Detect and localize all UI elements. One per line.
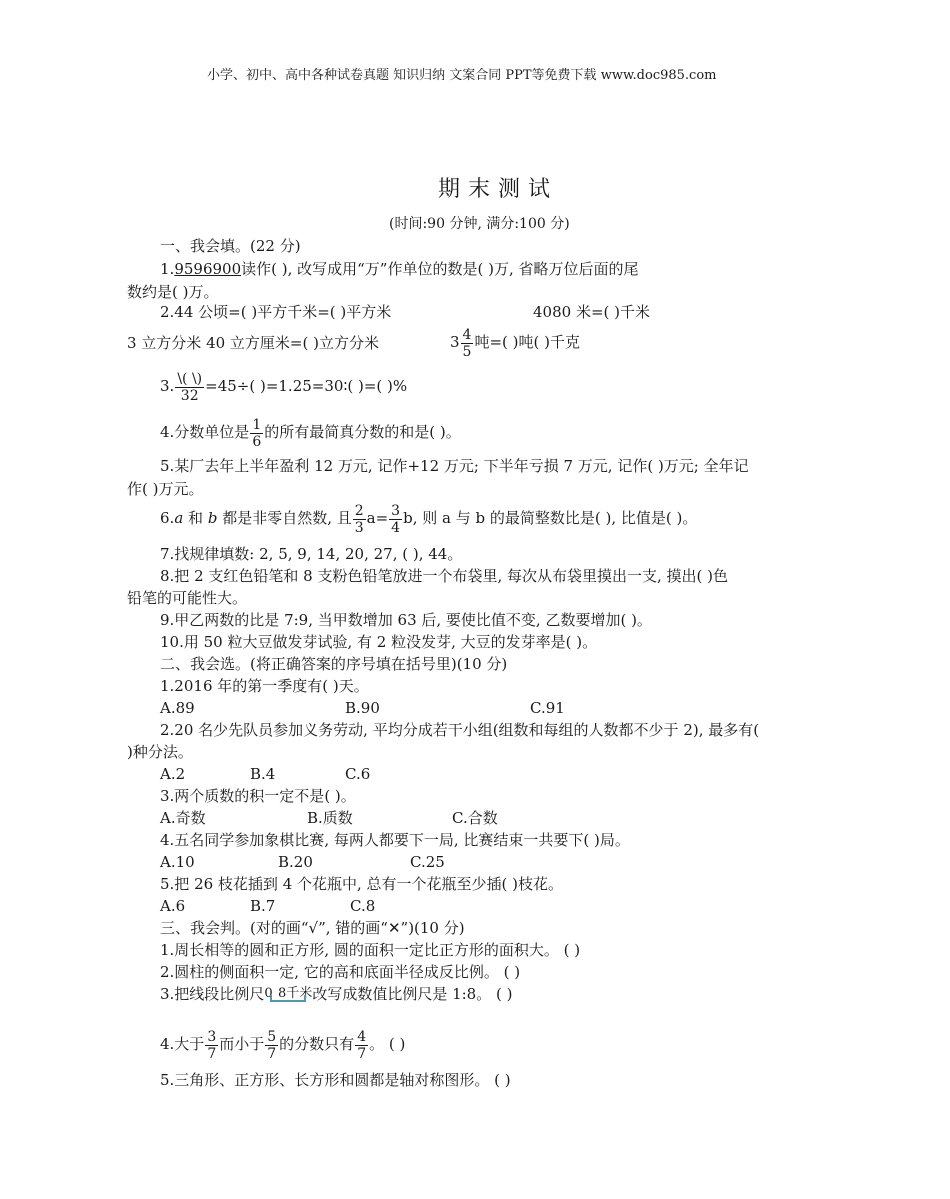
q2-5-option-b: B.7 bbox=[250, 897, 276, 915]
q-text: 4.大于 bbox=[160, 1035, 205, 1053]
fraction-denominator: 7 bbox=[267, 1045, 277, 1062]
scale-bar-icon bbox=[264, 984, 312, 1006]
q1-7: 7.找规律填数: 2, 5, 9, 14, 20, 27, ( ), 44。 bbox=[160, 545, 463, 563]
q-text: 都是非零自然数, 且 bbox=[217, 509, 352, 527]
var-b: b bbox=[207, 509, 218, 527]
q1-1-line-a bbox=[160, 259, 638, 279]
fraction-denominator: 3 bbox=[354, 519, 364, 536]
q3-1: 1.周长相等的圆和正方形, 圆的面积一定比正方形的面积大。 ( ) bbox=[160, 941, 581, 959]
page-title: 期末测试 bbox=[438, 177, 559, 202]
q1-2-line-a-right: 4080 米=( )千米 bbox=[533, 303, 650, 321]
q2-5: 5.把 26 枝花插到 4 个花瓶中, 总有一个花瓶至少插( )枝花。 bbox=[160, 875, 564, 893]
q1-2-line-b-left: 3 立方分米 40 立方厘米=( )立方分米 bbox=[127, 334, 379, 352]
fraction-numerator: 1 bbox=[252, 416, 262, 433]
q1-5-line-a: 5.某厂去年上半年盈利 12 万元, 记作+12 万元; 下半年亏损 7 万元, 记作( )万元; 全年记 bbox=[160, 457, 749, 475]
q2-3-option-a: A.奇数 bbox=[160, 809, 206, 827]
var-a: a bbox=[174, 509, 184, 527]
underlined-number: 9596900 bbox=[174, 260, 242, 278]
q-number: 1. bbox=[160, 260, 175, 278]
q2-1: 1.2016 年的第一季度有( )天。 bbox=[160, 677, 369, 695]
q2-2-option-a: A.2 bbox=[160, 765, 186, 783]
fraction bbox=[175, 371, 204, 404]
fraction bbox=[265, 1029, 278, 1062]
q1-2-line-b-right bbox=[450, 320, 580, 364]
q2-2-option-c: C.6 bbox=[345, 765, 371, 783]
q1-9: 9.甲乙两数的比是 7:9, 当甲数增加 63 后, 要使比值不变, 乙数要增加( )。 bbox=[160, 611, 652, 629]
q-text: 的所有最简真分数的和是( )。 bbox=[264, 423, 461, 441]
q-text: 改写成数值比例尺是 1:8。 ( ) bbox=[312, 985, 513, 1003]
q2-2-option-b: B.4 bbox=[250, 765, 276, 783]
q-text: 吨=( )吨( )千克 bbox=[474, 333, 580, 351]
q-text: 的分数只有 bbox=[279, 1035, 355, 1053]
q-text: 。 ( ) bbox=[369, 1035, 406, 1053]
section-2-heading: 二、我会选。(将正确答案的序号填在括号里)(10 分) bbox=[160, 655, 508, 673]
mixed-whole: 3 bbox=[450, 333, 460, 351]
q-text: a= bbox=[366, 509, 389, 527]
q2-4-option-a: A.10 bbox=[160, 853, 195, 871]
q2-5-option-a: A.6 bbox=[160, 897, 186, 915]
q-text: 和 bbox=[183, 509, 208, 527]
fraction-numerator: \( \) bbox=[177, 370, 203, 387]
q2-1-option-c: C.91 bbox=[530, 699, 565, 717]
q1-8-line-a: 8.把 2 支红色铅笔和 8 支粉色铅笔放进一个布袋里, 每次从布袋里摸出一支, 摸出( )色 bbox=[160, 567, 729, 585]
scale-zero-label: 0 bbox=[264, 986, 273, 1001]
q1-3 bbox=[160, 365, 407, 407]
q2-1-option-b: B.90 bbox=[345, 699, 380, 717]
q-text: =45÷( )=1.25=30∶( )=( )% bbox=[205, 377, 408, 395]
fraction-numerator: 5 bbox=[267, 1028, 277, 1045]
q1-1-line-b: 数约是( )万。 bbox=[127, 283, 219, 301]
site-header: 小学、初中、高中各种试卷真题 知识归纳 文案合同 PPT等免费下载 www.doc985.com bbox=[207, 68, 717, 83]
q-text: 而小于 bbox=[219, 1035, 265, 1053]
q3-2: 2.圆柱的侧面积一定, 它的高和底面半径成反比例。 ( ) bbox=[160, 963, 521, 981]
q2-1-option-a: A.89 bbox=[160, 699, 195, 717]
fraction-denominator: 32 bbox=[180, 387, 199, 404]
scale-distance-label: 8千米 bbox=[278, 986, 313, 1001]
fraction bbox=[389, 503, 402, 536]
q-text: b, 则 a 与 b 的最简整数比是( ), 比值是( )。 bbox=[403, 509, 698, 527]
q2-4-option-c: C.25 bbox=[410, 853, 445, 871]
fraction-numerator: 3 bbox=[207, 1028, 217, 1045]
q2-3-option-c: C.合数 bbox=[452, 809, 498, 827]
q3-3 bbox=[160, 982, 512, 1006]
fraction-numerator: 3 bbox=[391, 502, 401, 519]
fraction bbox=[461, 327, 474, 360]
q2-2-line-b: )种分法。 bbox=[127, 743, 193, 761]
q-text: 读作( ), 改写成用“万”作单位的数是( )万, 省略万位后面的尾 bbox=[241, 260, 639, 278]
page-subtitle: (时间:90 分钟, 满分:100 分) bbox=[389, 216, 570, 232]
fraction-numerator: 4 bbox=[357, 1028, 367, 1045]
fraction-numerator: 2 bbox=[354, 502, 364, 519]
section-3-heading: 三、我会判。(对的画“√”, 错的画“✕”)(10 分) bbox=[160, 919, 465, 937]
q1-5-line-b: 作( )万元。 bbox=[127, 480, 204, 498]
q-number: 3. bbox=[160, 377, 175, 395]
fraction-denominator: 5 bbox=[462, 343, 472, 360]
q2-4-option-b: B.20 bbox=[278, 853, 313, 871]
fraction-denominator: 7 bbox=[207, 1045, 217, 1062]
q-text: 3.把线段比例尺 bbox=[160, 985, 265, 1003]
q2-3: 3.两个质数的积一定不是( )。 bbox=[160, 787, 356, 805]
q1-10: 10.用 50 粒大豆做发芽试验, 有 2 粒没发芽, 大豆的发芽率是( )。 bbox=[160, 633, 598, 651]
q-number: 6. bbox=[160, 509, 175, 527]
q2-3-option-b: B.质数 bbox=[307, 809, 353, 827]
section-1-heading: 一、我会填。(22 分) bbox=[160, 237, 301, 255]
fraction-numerator: 4 bbox=[462, 326, 472, 343]
q1-2-line-a-left: 2.44 公顷=( )平方千米=( )平方米 bbox=[160, 303, 392, 321]
fraction bbox=[353, 503, 366, 536]
fraction bbox=[205, 1029, 218, 1062]
q1-4 bbox=[160, 411, 461, 453]
q2-2-line-a: 2.20 名少先队员参加义务劳动, 平均分成若干小组(组数和每组的人数都不少于 2), 最多有( bbox=[160, 721, 760, 739]
q2-5-option-c: C.8 bbox=[350, 897, 376, 915]
q3-5: 5.三角形、正方形、长方形和圆都是轴对称图形。 ( ) bbox=[160, 1071, 511, 1089]
fraction-denominator: 4 bbox=[391, 519, 401, 536]
fraction-denominator: 7 bbox=[357, 1045, 367, 1062]
fraction-denominator: 6 bbox=[252, 433, 262, 450]
fraction bbox=[250, 417, 263, 450]
scale-bar-line bbox=[270, 995, 306, 1002]
fraction bbox=[355, 1029, 368, 1062]
q3-4 bbox=[160, 1022, 405, 1066]
q1-8-line-b: 铅笔的可能性大。 bbox=[127, 589, 248, 607]
q-text: 4.分数单位是 bbox=[160, 423, 250, 441]
q2-4: 4.五名同学参加象棋比赛, 每两人都要下一局, 比赛结束一共要下( )局。 bbox=[160, 831, 630, 849]
q1-6 bbox=[160, 496, 697, 540]
